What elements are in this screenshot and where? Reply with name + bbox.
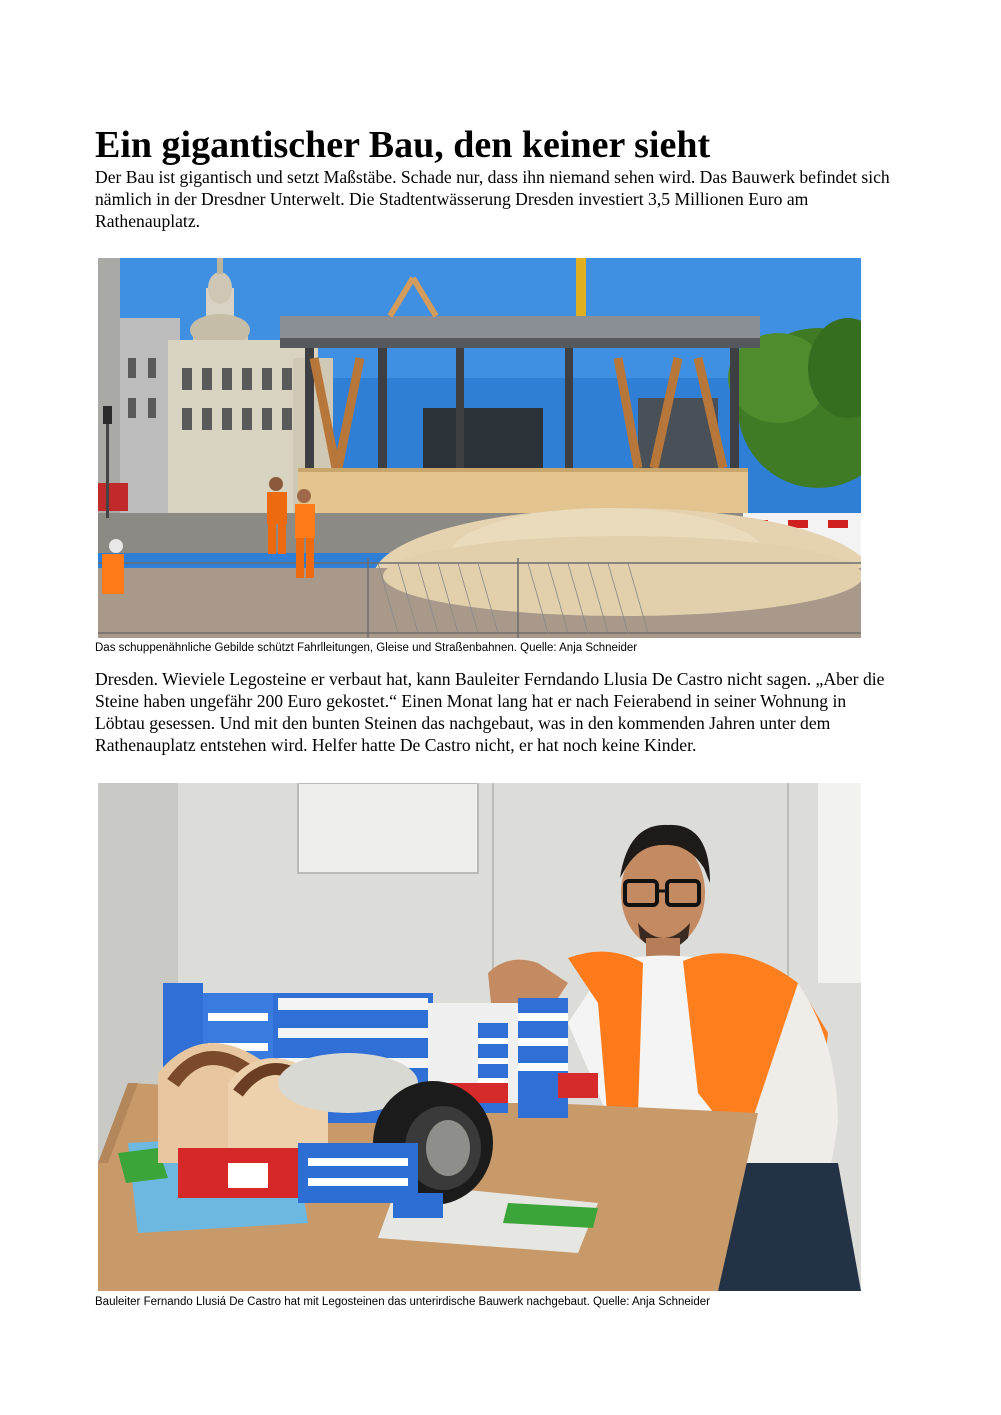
construction-site-photo: [98, 258, 861, 638]
lego-model-photo: [98, 783, 861, 1291]
lego-model-illustration: [98, 783, 861, 1291]
photo2-caption: Bauleiter Fernando Llusiá De Castro hat mit Legosteinen das unterirdische Bauwerk nachgebaut. Quelle: Anja Schneider: [95, 1296, 710, 1308]
photo1-caption: Das schuppenähnliche Gebilde schützt Fahrlleitungen, Gleise und Straßenbahnen. Quelle: Anja Schneider: [95, 642, 638, 654]
article-title: Ein gigantischer Bau, den keiner sieht: [95, 124, 711, 167]
article-body: Dresden. Wieviele Legosteine er verbaut hat, kann Bauleiter Ferndando Llusia De Castro nicht sagen. „Aber die Steine haben ungefähr 200 Euro gekostet.“ Einen Monat lang hat er nach Feierabend in seiner Wohnung in Löbtau gesessen. Und mit den bunten Steinen das nachgebaut, was in den kommenden Jahren unter dem Rathenauplatz entstehen wird. Helfer hatte De Castro nicht, er hat noch keine Kinder.: [95, 669, 885, 755]
article-lead: Der Bau ist gigantisch und setzt Maßstäbe. Schade nur, dass ihn niemand sehen wird. Das Bauwerk befindet sich nämlich in der Dresdner Unterwelt. Die Stadtentwässerung Dresden investiert 3,5 Millionen Euro am Rathenauplatz.: [95, 167, 890, 231]
construction-site-illustration: [98, 258, 861, 638]
